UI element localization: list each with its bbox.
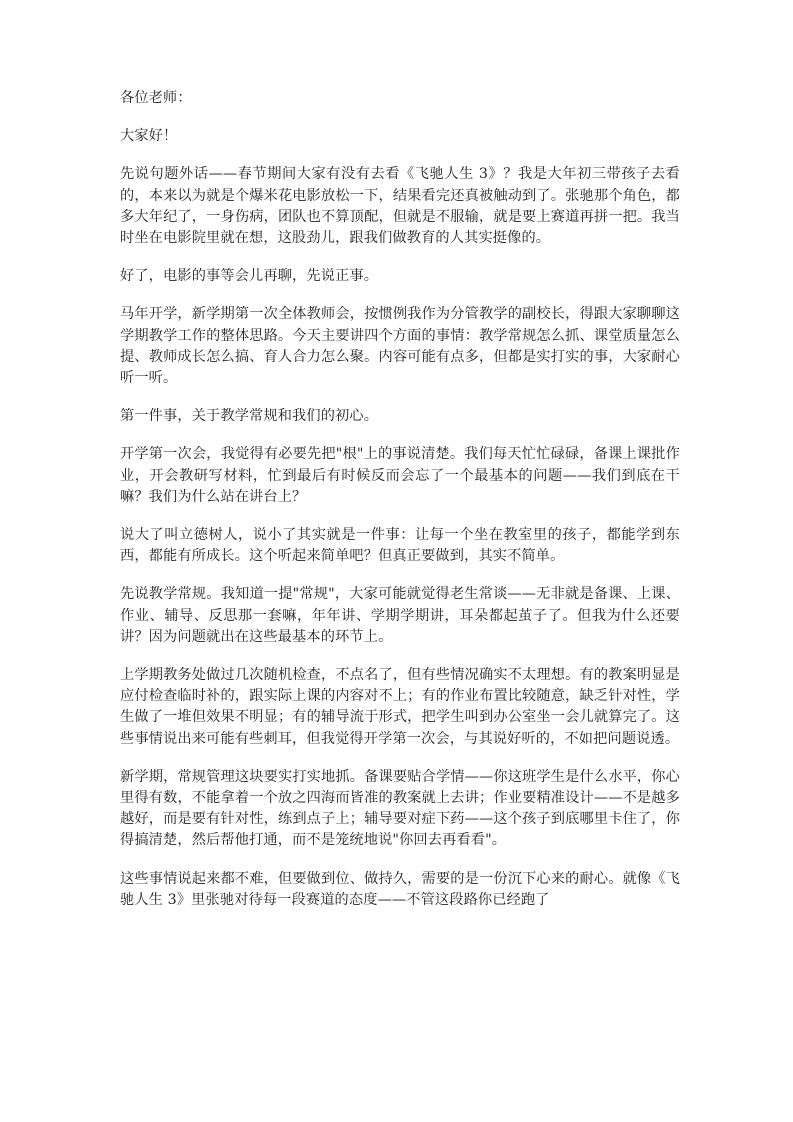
paragraph-movie-intro: 先说句题外话——春节期间大家有没有去看《飞驰人生 3》？我是大年初三带孩子去看的，本来以为就是个爆米花电影放松一下，结果看完还真被触动到了。张驰那个角色，都多大年纪了，一身伤病，团队也不算顶配，但就是不服输，就是要上赛道再拼一把。我当时坐在电影院里就在想，这股劲儿，跟我们做教育的人其实挺像的。 xyxy=(120,166,680,247)
greeting: 大家好！ xyxy=(120,128,178,145)
paragraph-overview: 马年开学，新学期第一次全体教师会，按惯例我作为分管教学的副校长，得跟大家聊聊这学期教学工作的整体思路。今天主要讲四个方面的事情：教学常规怎么抓、课堂质量怎么提、教师成长怎么搞、育人合力怎么聚。内容可能有点多，但都是实打实的事，大家耐心听一听。 xyxy=(120,306,680,387)
section-heading-first: 第一件事，关于教学常规和我们的初心。 xyxy=(120,408,379,425)
paragraph-transition: 好了，电影的事等会儿再聊，先说正事。 xyxy=(120,268,379,285)
document-page xyxy=(120,88,680,928)
paragraph-routine: 先说教学常规。我知道一提"常规"，大家可能就觉得老生常谈——无非就是备课、上课、作业、辅导、反思那一套嘛，年年讲、学期学期讲，耳朵都起茧子了。但我为什么还要讲？因为问题就出在这些最基本的环节上。 xyxy=(120,586,680,645)
paragraph-inspection: 上学期教务处做过几次随机检查，不点名了，但有些情况确实不太理想。有的教案明显是应付检查临时补的，跟实际上课的内容对不上；有的作业布置比较随意，缺乏针对性，学生做了一堆但效果不明显；有的辅导流于形式，把学生叫到办公室坐一会儿就算完了。这些事情说出来可能有些刺耳，但我觉得开学第一次会，与其说好听的，不如把问题说透。 xyxy=(120,667,680,747)
paragraph-mission: 说大了叫立德树人，说小了其实就是一件事：让每一个坐在教室里的孩子，都能学到东西，都能有所成长。这个听起来简单吧？但真正要做到，其实不简单。 xyxy=(120,527,680,565)
paragraph-root-question: 开学第一次会，我觉得有必要先把"根"上的事说清楚。我们每天忙忙碌碌，备课上课批作业，开会教研写材料，忙到最后有时候反而会忘了一个最基本的问题——我们到底在干嘛？我们为什么站在讲台上？ xyxy=(120,446,680,505)
paragraph-patience: 这些事情说起来都不难，但要做到位、做持久，需要的是一份沉下心来的耐心。就像《飞驰人生 3》里张驰对待每一段赛道的态度——不管这段路你已经跑了 xyxy=(120,870,680,908)
paragraph-new-term: 新学期，常规管理这块要实打实地抓。备课要贴合学情——你这班学生是什么水平，你心里得有数，不能拿着一个放之四海而皆准的教案就上去讲；作业要精准设计——不是越多越好，而是要有针对性，练到点子上；辅导要对症下药——这个孩子到底哪里卡住了，你得搞清楚，然后帮他打通，而不是笼统地说"你回去再看看"。 xyxy=(120,768,680,849)
salutation: 各位老师： xyxy=(120,90,192,106)
